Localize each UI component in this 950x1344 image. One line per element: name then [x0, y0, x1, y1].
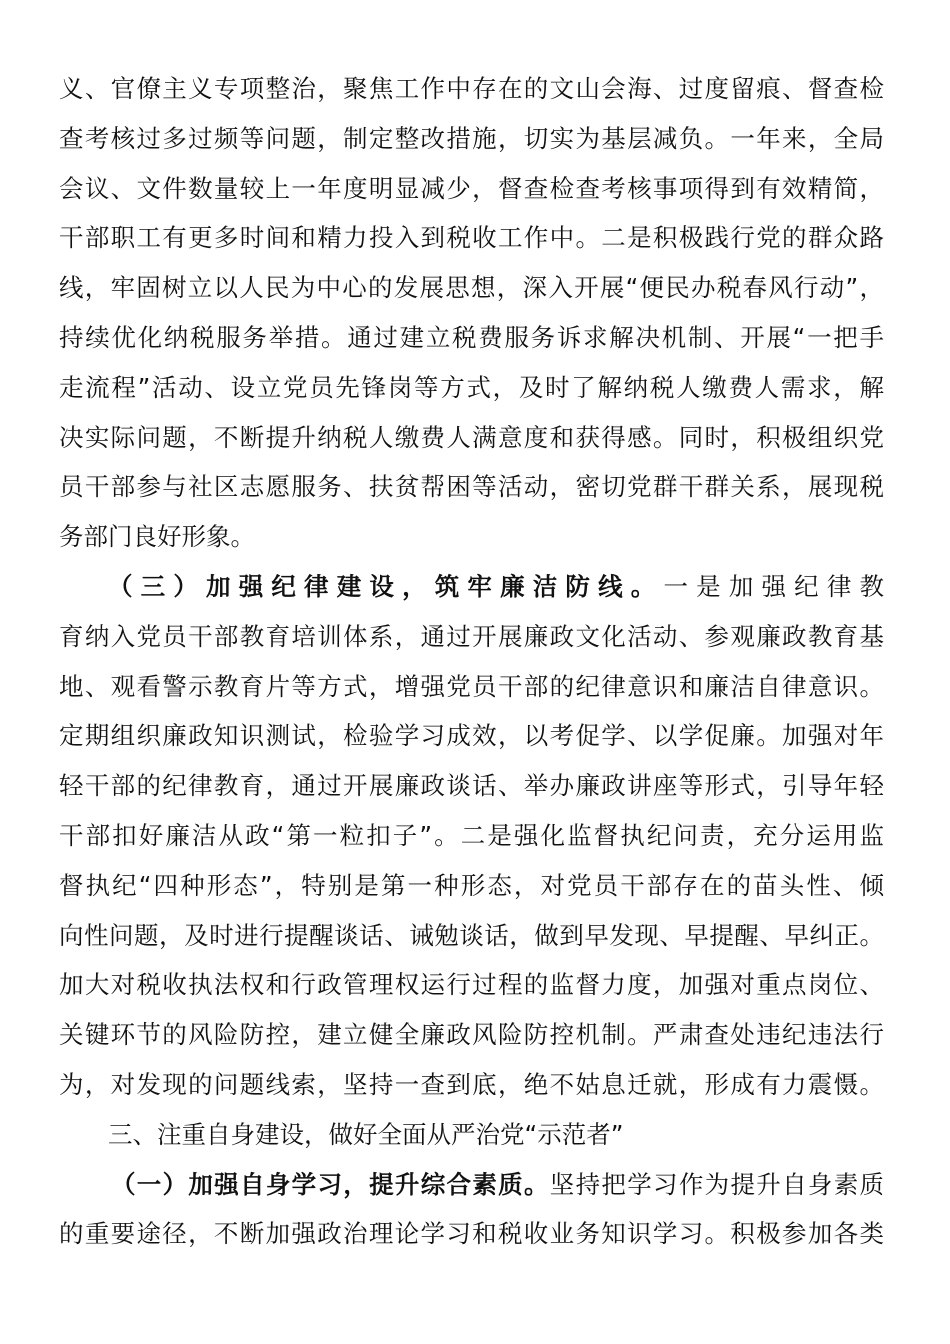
- body-line: 决实际问题，不断提升纳税人缴费人满意度和获得感。同时，积极组织党: [59, 422, 884, 452]
- body-line: 查考核过多过频等问题，制定整改措施，切实为基层减负。一年来，全局: [59, 123, 884, 153]
- subsection-1-heading: （一）加强自身学习，提升综合素质。: [111, 1169, 550, 1199]
- body-line: 地、观看警示教育片等方式，增强党员干部的纪律意识和廉洁自律意识。: [59, 671, 884, 701]
- body-line: 线，牢固树立以人民为中心的发展思想，深入开展“便民办税春风行动”，: [59, 273, 884, 303]
- subsection-1-first-rest: 坚持把学习作为提升自身素质: [549, 1169, 885, 1199]
- body-line: 干部扣好廉洁从政“第一粒扣子”。二是强化监督执纪问责，充分运用监: [59, 820, 884, 850]
- body-line: 持续优化纳税服务举措。通过建立税费服务诉求解决机制、开展“一把手: [59, 322, 884, 352]
- section-3-first-line: [59, 562, 884, 612]
- subsection-1-first-line: [59, 1160, 884, 1210]
- body-line: 为，对发现的问题线索，坚持一查到底，绝不姑息迁就，形成有力震慑。: [59, 1069, 884, 1099]
- part-3-heading: 三、注重自身建设，做好全面从严治党“示范者”: [108, 1119, 624, 1149]
- body-line: 的重要途径，不断加强政治理论学习和税收业务知识学习。积极参加各类: [59, 1219, 884, 1249]
- body-line: 关键环节的风险防控，建立健全廉政风险防控机制。严肃查处违纪违法行: [59, 1020, 884, 1050]
- body-line: 务部门良好形象。: [59, 522, 255, 552]
- body-line: 义、官僚主义专项整治，聚焦工作中存在的文山会海、过度留痕、督查检: [59, 74, 884, 103]
- body-line: 轻干部的纪律教育，通过开展廉政谈话、举办廉政讲座等形式，引导年轻: [59, 771, 884, 801]
- body-line: 走流程”活动、设立党员先锋岗等方式，及时了解纳税人缴费人需求，解: [59, 372, 884, 402]
- body-line: 育纳入党员干部教育培训体系，通过开展廉政文化活动、参观廉政教育基: [59, 621, 884, 651]
- body-line: 向性问题，及时进行提醒谈话、诫勉谈话，做到早发现、早提醒、早纠正。: [59, 920, 884, 950]
- body-line: 干部职工有更多时间和精力投入到税收工作中。二是积极践行党的群众路: [59, 223, 884, 253]
- body-line: 定期组织廉政知识测试，检验学习成效，以考促学、以学促廉。加强对年: [59, 721, 884, 751]
- section-3-first-rest: 一是加强纪律教: [663, 571, 885, 601]
- body-line: 督执纪“四种形态”，特别是第一种形态，对党员干部存在的苗头性、倾: [59, 870, 884, 900]
- body-line: 加大对税收执法权和行政管理权运行过程的监督力度，加强对重点岗位、: [59, 970, 884, 1000]
- body-line: 会议、文件数量较上一年度明显减少，督查检查考核事项得到有效精简，: [59, 173, 884, 203]
- section-3-heading: （三）加强纪律建设，筑牢廉洁防线。: [108, 571, 664, 601]
- body-line: 员干部参与社区志愿服务、扶贫帮困等活动，密切党群干群关系，展现税: [59, 472, 884, 502]
